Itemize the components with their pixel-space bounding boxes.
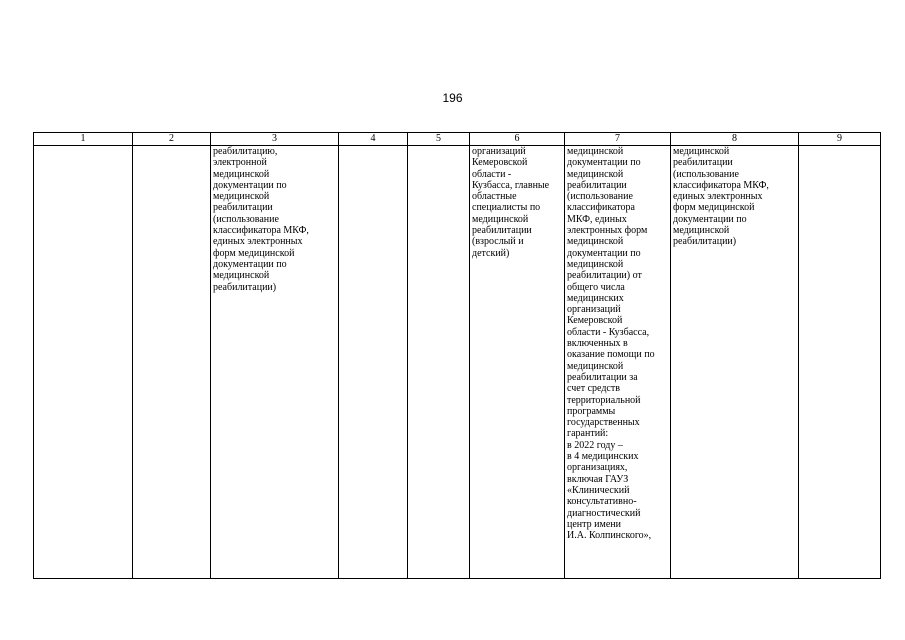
column-header-9: 9 xyxy=(799,133,881,146)
table-cell-7: медицинской документации по медицинской реабилитации (использование классификатора МКФ, единых электронных форм медицинской документации по медицинской реабилитации) от общего числа медицинских организаций Кемеровской области - Кузбасса, включенных в оказание помощи по медицинской реабилитации за счет средств территориальной программы государственных гарантий: в 2022 году – в 4 медицинских организациях, включая ГАУЗ «Клинический консультативно- диагностический центр имени И.А. Колпинского», xyxy=(565,146,671,579)
column-header-8: 8 xyxy=(671,133,799,146)
table-row xyxy=(34,146,881,579)
column-header-3: 3 xyxy=(211,133,339,146)
table-cell-1 xyxy=(34,146,133,579)
column-header-1: 1 xyxy=(34,133,133,146)
page-number: 196 xyxy=(442,91,463,105)
table-cell-5 xyxy=(408,146,470,579)
table-cell-3: реабилитацию, электронной медицинской документации по медицинской реабилитации (использование классификатора МКФ, единых электронных форм медицинской документации по медицинской реабилитации) xyxy=(211,146,339,579)
document-table xyxy=(33,132,881,579)
table-cell-9 xyxy=(799,146,881,579)
table-cell-4 xyxy=(339,146,408,579)
table-cell-6: организаций Кемеровской области - Кузбасса, главные областные специалисты по медицинской реабилитации (взрослый и детский) xyxy=(470,146,565,579)
column-header-7: 7 xyxy=(565,133,671,146)
header-row xyxy=(34,133,881,146)
table-cell-8: медицинской реабилитации (использование классификатора МКФ, единых электронных форм медицинской документации по медицинской реабилитации) xyxy=(671,146,799,579)
column-header-5: 5 xyxy=(408,133,470,146)
column-header-6: 6 xyxy=(470,133,565,146)
table-cell-2 xyxy=(133,146,211,579)
column-header-4: 4 xyxy=(339,133,408,146)
column-header-2: 2 xyxy=(133,133,211,146)
